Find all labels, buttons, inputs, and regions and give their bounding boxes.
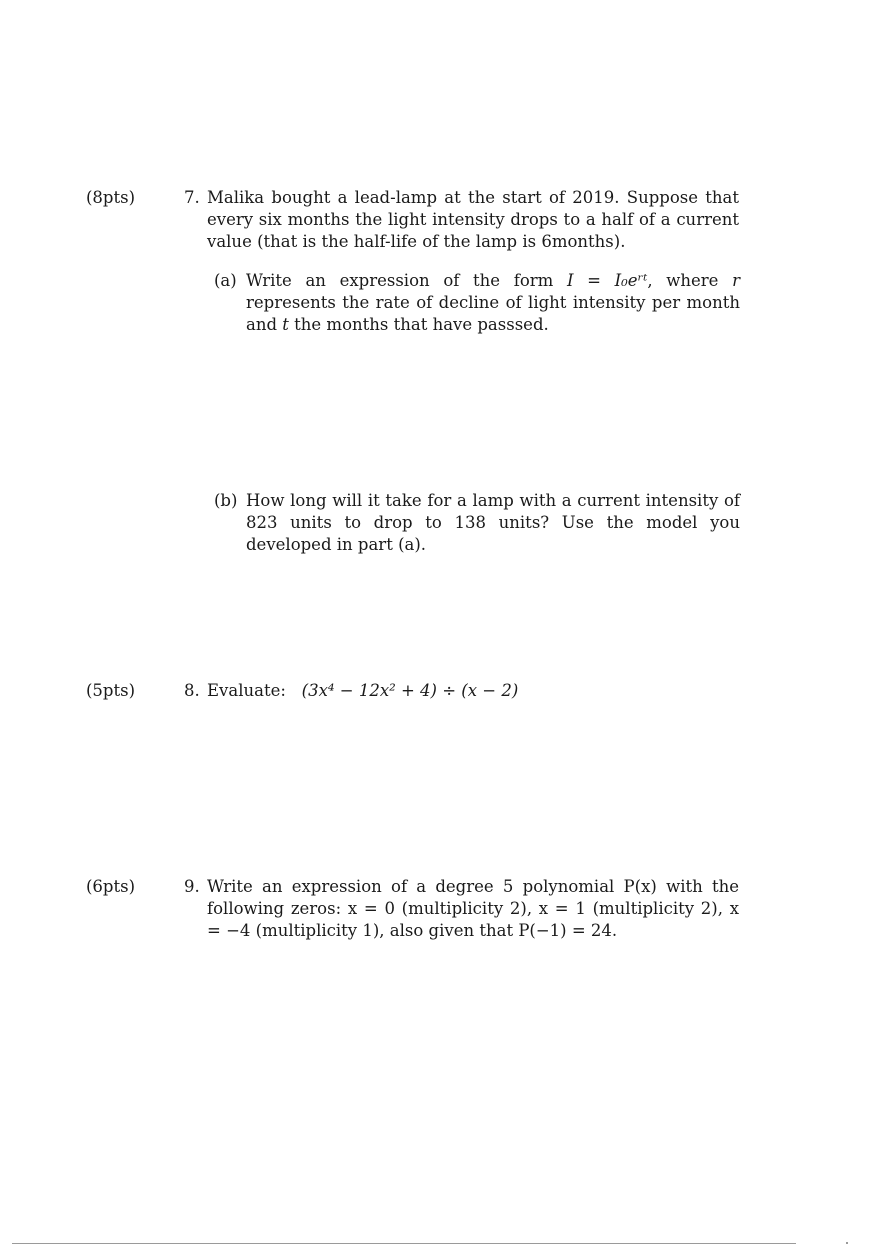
q7a-text-mid1: , where [647,271,733,290]
q8-points: (5pts) [86,681,136,700]
q7b-label: (b) [214,491,238,510]
q7b-text: How long will it take for a lamp with a current intensity of 823 units to drop to 138 units? Use the model you developed in part (a). [246,491,740,554]
q9-number: 9. [184,877,200,896]
q7-points: (8pts) [86,188,136,207]
q7a-text-after: the months that have passsed. [288,315,549,334]
q7a-formula: I = I₀eʳᵗ [566,271,648,290]
q7a-text [246,270,740,336]
q7-number: 7. [184,188,200,207]
q7a-text-before: Write an expression of the form [246,271,567,290]
q8-text [207,680,739,702]
q8-expression: (3x⁴ − 12x² + 4) ÷ (x − 2) [301,681,519,700]
q8-label: Evaluate: [207,681,286,700]
page-bottom-rule [12,1243,796,1244]
q7a-var-r: r [732,271,741,290]
q9-text: Write an expression of a degree 5 polynomial P(x) with the following zeros: x = 0 (multiplicity 2), x = 1 (multiplicity 2), x = −4 (multiplicity 1), also given that P(−1) = 24. [207,877,739,940]
q8-number: 8. [184,681,200,700]
q9-points: (6pts) [86,877,136,896]
q7-text: Malika bought a lead-lamp at the start of 2019. Suppose that every six months the light intensity drops to a half of a current value (that is the half-life of the lamp is 6months). [207,188,739,251]
q7a-text-mid2: represents the rate of decline of light intensity per month and [246,293,740,334]
q7a-var-t: t [282,315,289,334]
page-corner-mark [846,1242,848,1244]
q7a-label: (a) [214,271,237,290]
